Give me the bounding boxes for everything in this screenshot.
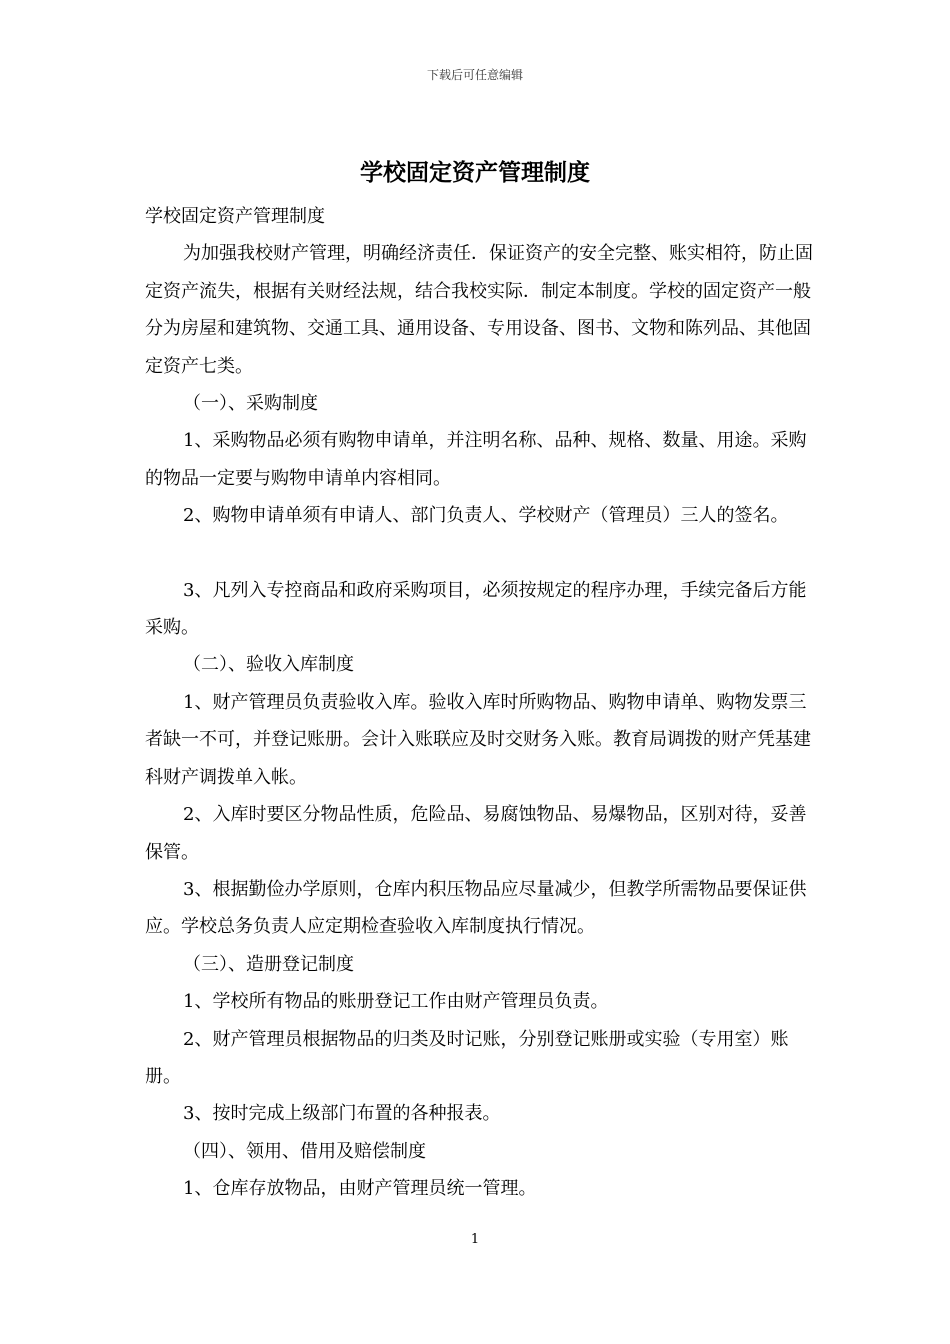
acceptance-item-1: 1、财产管理员负责验收入库。验收入库时所购物品、购物申请单、购物发票三者缺一不可，并登记账册。会计入账联应及时交财务入账。教育局调拨的财产凭基建科财产调拨单入帐。 [145, 691, 811, 788]
section-heading-acceptance: （二）、验收入库制度 [183, 654, 354, 676]
header-note: 下载后可任意编辑 [426, 68, 523, 82]
registration-item-1: 1、学校所有物品的账册登记工作由财产管理员负责。 [183, 991, 609, 1013]
intro-paragraph: 为加强我校财产管理，明确经济责任．保证资产的安全完整、账实相符，防止固定资产流失，根据有关财经法规，结合我校实际．制定本制度。学校的固定资产一般分为房屋和建筑物、交通工具、通用设备、专用设备、图书、文物和陈列品、其他固定资产七类。 [145, 243, 813, 377]
section-heading-registration: （三）、造册登记制度 [183, 953, 354, 975]
acceptance-item-3: 3、根据勤俭办学原则，仓库内积压物品应尽量减少，但教学所需物品要保证供应。学校总务负责人应定期检查验收入库制度执行情况。 [145, 878, 807, 938]
subtitle-line: 学校固定资产管理制度 [145, 206, 325, 227]
registration-item-3: 3、按时完成上级部门布置的各种报表。 [183, 1103, 501, 1125]
borrowing-item-1: 1、仓库存放物品，由财产管理员统一管理。 [183, 1178, 537, 1200]
procurement-item-1: 1、采购物品必须有购物申请单，并注明名称、品种、规格、数量、用途。采购的物品一定要与购物申请单内容相同。 [145, 430, 807, 489]
registration-item-2: 2、财产管理员根据物品的归类及时记账，分别登记账册或实验（专用室）账册。 [145, 1028, 789, 1087]
section-heading-procurement: （一）、采购制度 [183, 393, 318, 415]
acceptance-item-2: 2、入库时要区分物品性质，危险品、易腐蚀物品、易爆物品，区别对待，妥善保管。 [145, 804, 807, 863]
section-heading-borrowing: （四）、领用、借用及赔偿制度 [183, 1140, 426, 1162]
blank-line [145, 535, 817, 572]
procurement-item-3: 3、凡列入专控商品和政府采购项目，必须按规定的程序办理，手续完备后方能采购。 [145, 579, 807, 639]
document-title: 学校固定资产管理制度 [360, 159, 590, 186]
page-number: 1 [470, 1232, 480, 1247]
procurement-item-2: 2、购物申请单须有申请人、部门负责人、学校财产（管理员）三人的签名。 [183, 505, 789, 527]
document-body [145, 198, 817, 1208]
